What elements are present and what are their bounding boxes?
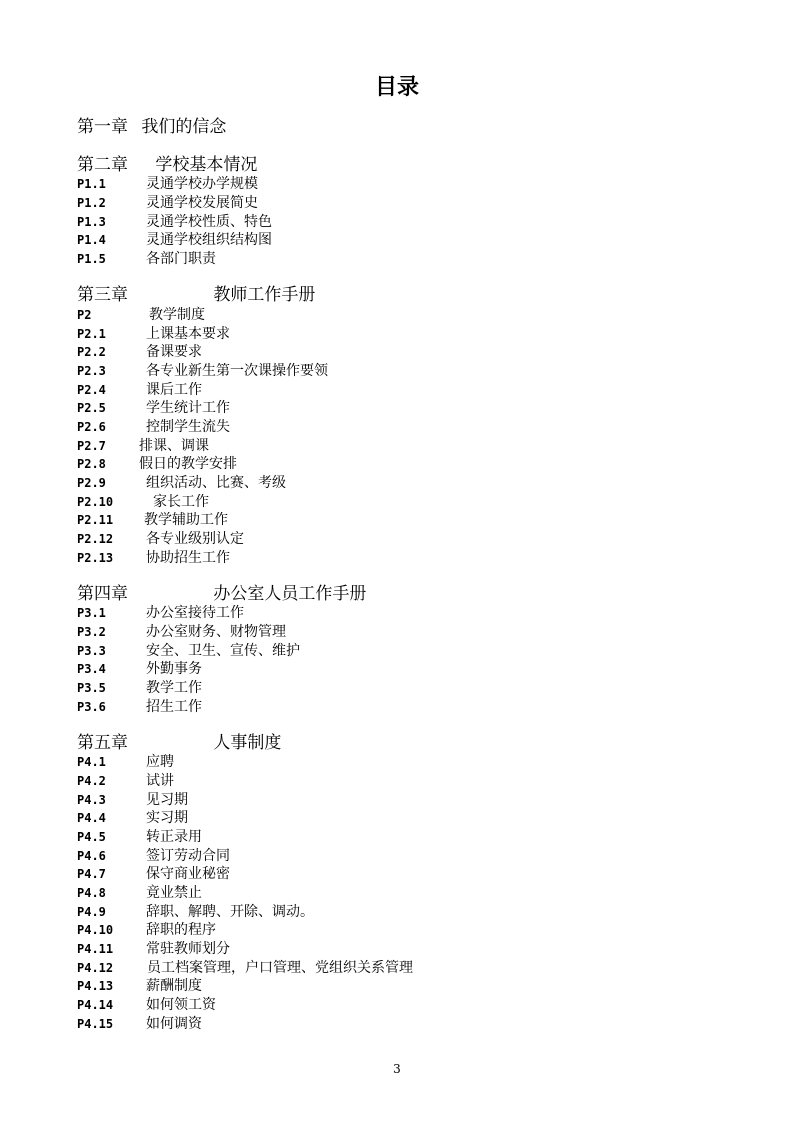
- section-code: P4.6: [77, 849, 106, 863]
- section-code: P2: [77, 308, 92, 322]
- section-title: 备课要求: [146, 344, 202, 360]
- section-title: 教学工作: [146, 680, 202, 696]
- section-code: P2.8: [77, 457, 106, 471]
- section-code: P3.6: [77, 700, 106, 714]
- section-code: P2.5: [77, 401, 106, 415]
- section-title: 员工档案管理，户口管理、党组织关系管理: [147, 960, 413, 976]
- section-code: P1.2: [77, 196, 106, 210]
- section-code: P4.15: [77, 1017, 114, 1031]
- section-title: 办公室接待工作: [146, 605, 244, 621]
- section-code: P1.3: [77, 215, 106, 229]
- chapter-title: 教师工作手册: [213, 285, 316, 305]
- chapter-2-heading: [77, 154, 257, 176]
- section-code: P2.12: [77, 532, 114, 546]
- section-title: 各部门职责: [146, 251, 216, 267]
- section-title: 辞职、解聘、开除、调动。: [146, 904, 314, 920]
- section-code: P4.11: [77, 942, 114, 956]
- chapter-title: 我们的信念: [141, 117, 227, 137]
- section-title: 应聘: [146, 754, 174, 770]
- chapter-label: 第一章: [77, 117, 128, 137]
- section-code: P1.1: [77, 177, 106, 191]
- section-title: 外勤事务: [146, 661, 202, 677]
- section-code: P2.2: [77, 345, 106, 359]
- section-title: 组织活动、比赛、考级: [146, 475, 286, 491]
- chapter-5-heading: [77, 732, 281, 754]
- chapter-title: 学校基本情况: [155, 155, 258, 175]
- section-title: 辞职的程序: [146, 922, 216, 938]
- section-code: P2.1: [77, 327, 106, 341]
- section-title: 灵通学校发展简史: [146, 195, 258, 211]
- section-code: P2.4: [77, 383, 106, 397]
- chapter-title: 办公室人员工作手册: [213, 584, 367, 604]
- section-code: P3.4: [77, 662, 106, 676]
- section-title: 如何调资: [146, 1016, 202, 1032]
- section-title: 教学制度: [149, 307, 205, 323]
- section-code: P4.13: [77, 979, 114, 993]
- section-code: P4.2: [77, 774, 106, 788]
- section-title: 家长工作: [153, 494, 209, 510]
- section-code: P1.4: [77, 233, 106, 247]
- section-title: 排课、调课: [139, 438, 209, 454]
- section-code: P1.5: [77, 252, 106, 266]
- section-code: P4.12: [77, 961, 114, 975]
- section-title: 竟业禁止: [146, 885, 202, 901]
- section-title: 协助招生工作: [146, 550, 230, 566]
- section-code: P4.9: [77, 905, 106, 919]
- section-title: 安全、卫生、宣传、维护: [146, 643, 300, 659]
- section-title: 试讲: [146, 773, 174, 789]
- section-title: 控制学生流失: [146, 419, 230, 435]
- section-title: 各专业级别认定: [146, 531, 244, 547]
- section-title: 实习期: [146, 810, 188, 826]
- section-code: P4.3: [77, 793, 106, 807]
- section-title: 办公室财务、财物管理: [146, 624, 286, 640]
- section-title: 灵通学校办学规模: [146, 176, 258, 192]
- chapter-label: 第二章: [77, 155, 128, 175]
- section-code: P2.6: [77, 420, 106, 434]
- section-code: P3.5: [77, 681, 106, 695]
- section-code: P4.7: [77, 867, 106, 881]
- section-code: P4.4: [77, 811, 106, 825]
- section-title: 假日的教学安排: [139, 456, 237, 472]
- section-title: 上课基本要求: [146, 326, 230, 342]
- section-title: 课后工作: [146, 382, 202, 398]
- section-code: P4.1: [77, 755, 106, 769]
- section-code: P3.1: [77, 606, 106, 620]
- chapter-4-heading: [77, 583, 366, 605]
- chapter-label: 第四章: [77, 584, 128, 604]
- section-code: P4.10: [77, 923, 114, 937]
- section-title: 灵通学校性质、特色: [146, 214, 272, 230]
- section-title: 签订劳动合同: [146, 848, 230, 864]
- section-title: 招生工作: [146, 699, 202, 715]
- chapter-label: 第三章: [77, 285, 128, 305]
- chapter-title: 人事制度: [213, 733, 282, 753]
- chapter-1-heading: [77, 116, 226, 138]
- chapter-3-heading: [77, 284, 315, 306]
- section-title: 保守商业秘密: [146, 866, 230, 882]
- section-title: 各专业新生第一次课操作要领: [146, 363, 328, 379]
- section-title: 学生统计工作: [146, 400, 230, 416]
- section-code: P2.9: [77, 476, 106, 490]
- section-code: P2.7: [77, 439, 106, 453]
- chapter-label: 第五章: [77, 733, 128, 753]
- section-title: 如何领工资: [146, 997, 216, 1013]
- section-code: P2.13: [77, 551, 114, 565]
- page-number: 3: [393, 1062, 401, 1076]
- section-code: P3.2: [77, 625, 106, 639]
- section-code: P4.8: [77, 886, 106, 900]
- section-title: 薪酬制度: [146, 978, 202, 994]
- page-title: 目录: [374, 74, 419, 100]
- section-title: 转正录用: [146, 829, 202, 845]
- section-code: P3.3: [77, 644, 106, 658]
- section-code: P2.10: [77, 495, 114, 509]
- section-title: 灵通学校组织结构图: [146, 232, 272, 248]
- section-title: 教学辅助工作: [144, 512, 228, 528]
- section-title: 常驻教师划分: [146, 941, 230, 957]
- section-code: P4.14: [77, 998, 114, 1012]
- section-title: 见习期: [146, 792, 188, 808]
- section-code: P2.3: [77, 364, 106, 378]
- section-code: P2.11: [77, 513, 114, 527]
- section-code: P4.5: [77, 830, 106, 844]
